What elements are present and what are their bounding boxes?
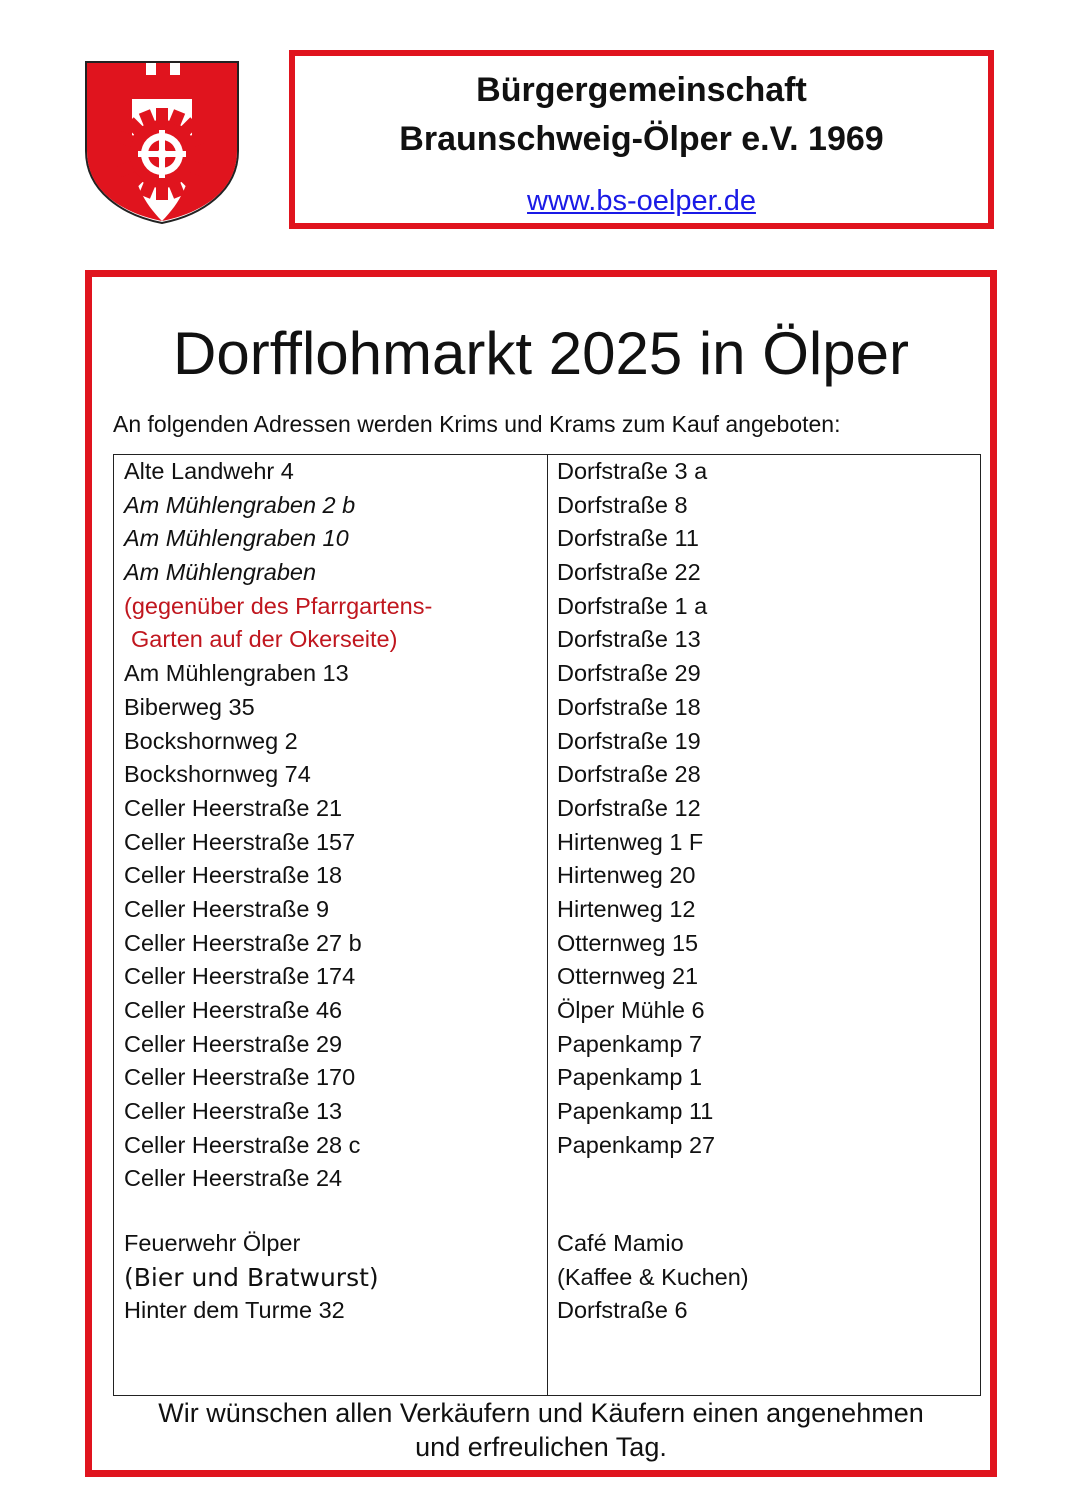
address-item: Dorfstraße 8 [557,491,688,518]
address-table [113,454,981,1396]
page-title: Dorfflohmarkt 2025 in Ölper [173,320,909,387]
address-item: Am Mühlengraben [124,559,317,586]
address-item: Am Mühlengraben 2 b [124,491,356,518]
address-item: Celler Heerstraße 24 [124,1165,343,1192]
address-item: Papenkamp 27 [557,1131,716,1158]
address-item: Bockshornweg 2 [124,727,298,754]
website-link[interactable]: www.bs-oelper.de [527,185,756,217]
special-stand-left [124,1227,379,1328]
address-item: Dorfstraße 29 [557,660,701,687]
address-item: Otternweg 15 [557,929,699,956]
address-item: Celler Heerstraße 13 [124,1098,343,1125]
main-flyer-box [85,270,997,1477]
closing-message [92,1396,990,1464]
stand-offer: (Bier und Bratwurst) [124,1262,379,1292]
org-name-line1: Bürgergemeinschaft [476,71,807,109]
address-item: Celler Heerstraße 21 [124,794,343,821]
address-note: (gegenüber des Pfarrgartens- [124,592,433,619]
address-item: Alte Landwehr 4 [124,458,294,484]
address-item: Am Mühlengraben 10 [124,525,349,552]
stand-address: Dorfstraße 6 [557,1297,688,1324]
address-item: Biberweg 35 [124,693,255,720]
address-item: Dorfstraße 13 [557,626,701,653]
address-item: Celler Heerstraße 9 [124,895,330,922]
column-divider [547,455,548,1395]
address-item: Celler Heerstraße 157 [124,828,356,855]
address-item: Celler Heerstraße 174 [124,963,356,990]
address-item: Hirtenweg 20 [557,862,696,889]
address-item: Ölper Mühle 6 [557,997,705,1023]
address-item: Dorfstraße 1 a [557,592,708,619]
address-item: Dorfstraße 11 [557,525,699,552]
address-item: Dorfstraße 28 [557,761,701,788]
address-item: Otternweg 21 [557,963,699,990]
header-box [289,50,994,229]
address-item: Papenkamp 7 [557,1030,703,1057]
intro-text: An folgenden Adressen werden Krims und Krams zum Kauf angeboten: [113,411,841,437]
address-item: Celler Heerstraße 46 [124,997,343,1023]
stand-name: Café Mamio [557,1230,684,1256]
address-column-left [124,455,432,1196]
address-item: Am Mühlengraben 13 [124,660,349,687]
closing-line1: Wir wünschen allen Verkäufern und Käufern einen angenehmen [158,1398,924,1428]
address-item: Hirtenweg 12 [557,895,696,922]
address-item: Celler Heerstraße 18 [124,862,343,889]
address-item: Bockshornweg 74 [124,761,311,788]
closing-line2: und erfreulichen Tag. [415,1432,667,1462]
address-item: Dorfstraße 12 [557,794,701,821]
address-column-right [557,455,715,1162]
address-item: Celler Heerstraße 28 c [124,1131,361,1158]
special-stand-right [557,1227,749,1328]
address-item: Celler Heerstraße 29 [124,1030,343,1057]
address-item: Celler Heerstraße 170 [124,1064,356,1091]
stand-address: Hinter dem Turme 32 [124,1297,345,1324]
address-item: Dorfstraße 19 [557,727,701,754]
address-item: Dorfstraße 22 [557,559,701,586]
org-name-line2: Braunschweig-Ölper e.V. 1969 [399,120,884,158]
address-note: Garten auf der Okerseite) [131,626,398,653]
coat-of-arms-icon [84,59,240,225]
address-item: Hirtenweg 1 F [557,828,704,855]
address-item: Celler Heerstraße 27 b [124,929,362,956]
stand-offer: (Kaffee & Kuchen) [557,1263,749,1290]
stand-name: Feuerwehr Ölper [124,1230,301,1256]
address-item: Papenkamp 1 [557,1064,703,1091]
address-item: Papenkamp 11 [557,1098,714,1125]
address-item: Dorfstraße 18 [557,693,701,720]
address-item: Dorfstraße 3 a [557,458,708,484]
